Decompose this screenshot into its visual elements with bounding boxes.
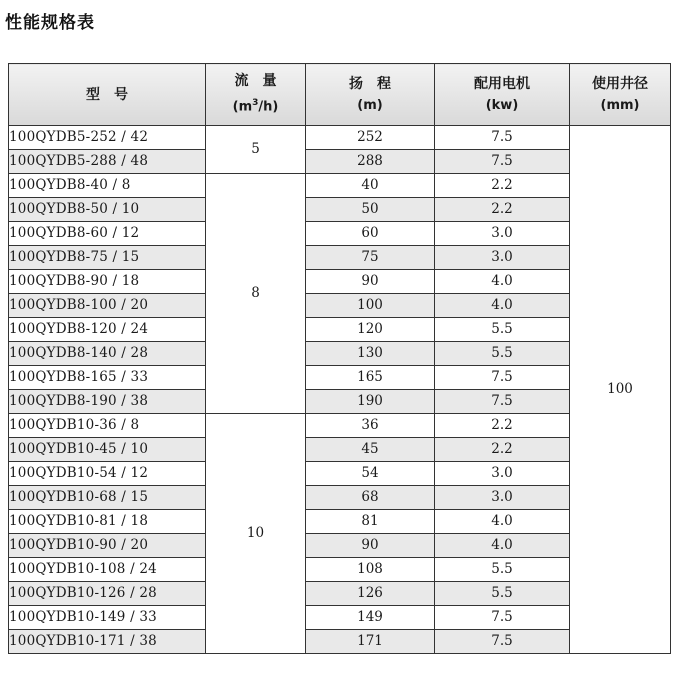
header-model: 型 号 [9,64,206,126]
power-cell: 2.2 [435,414,570,438]
head-cell: 100 [306,294,435,318]
model-cell: 100QYDB10-36 / 8 [9,414,206,438]
power-cell: 2.2 [435,198,570,222]
power-cell: 5.5 [435,558,570,582]
power-cell: 4.0 [435,534,570,558]
power-cell: 3.0 [435,222,570,246]
head-cell: 40 [306,174,435,198]
model-cell: 100QYDB8-165 / 33 [9,366,206,390]
flow-cell: 8 [206,174,306,414]
model-cell: 100QYDB10-90 / 20 [9,534,206,558]
model-cell: 100QYDB8-75 / 15 [9,246,206,270]
power-cell: 5.5 [435,318,570,342]
head-cell: 120 [306,318,435,342]
model-cell: 100QYDB8-90 / 18 [9,270,206,294]
head-cell: 75 [306,246,435,270]
power-cell: 4.0 [435,510,570,534]
power-cell: 7.5 [435,630,570,654]
head-cell: 54 [306,462,435,486]
power-cell: 7.5 [435,390,570,414]
head-cell: 108 [306,558,435,582]
spec-body [9,126,671,654]
model-cell: 100QYDB10-54 / 12 [9,462,206,486]
head-cell: 68 [306,486,435,510]
flow-cell: 10 [206,414,306,654]
model-cell: 100QYDB5-288 / 48 [9,150,206,174]
power-cell: 2.2 [435,438,570,462]
header-well: 使用井径 (mm) [570,64,671,126]
model-cell: 100QYDB10-171 / 38 [9,630,206,654]
model-cell: 100QYDB10-45 / 10 [9,438,206,462]
model-cell: 100QYDB10-68 / 15 [9,486,206,510]
header-flow-unit: $(m^3/h)$ [232,98,279,115]
power-cell: 4.0 [435,270,570,294]
head-cell: 45 [306,438,435,462]
model-cell: 100QYDB5-252 / 42 [9,126,206,150]
header-head: 扬 程 (m) [306,64,435,126]
power-cell: 2.2 [435,174,570,198]
head-cell: 126 [306,582,435,606]
power-cell: 3.0 [435,486,570,510]
head-cell: 288 [306,150,435,174]
model-cell: 100QYDB8-50 / 10 [9,198,206,222]
header-flow: 流 量 $(m^3/h)$ [206,64,306,126]
power-cell: 7.5 [435,606,570,630]
model-cell: 100QYDB8-140 / 28 [9,342,206,366]
head-cell: 130 [306,342,435,366]
model-cell: 100QYDB10-108 / 24 [9,558,206,582]
head-cell: 190 [306,390,435,414]
model-cell: 100QYDB10-81 / 18 [9,510,206,534]
power-cell: 7.5 [435,366,570,390]
spec-table [8,63,671,654]
head-cell: 81 [306,510,435,534]
power-cell: 3.0 [435,462,570,486]
page-title: 性能规格表 [5,13,95,33]
model-cell: 100QYDB10-149 / 33 [9,606,206,630]
power-cell: 5.5 [435,342,570,366]
head-cell: 60 [306,222,435,246]
model-cell: 100QYDB8-60 / 12 [9,222,206,246]
head-cell: 171 [306,630,435,654]
power-cell: 4.0 [435,294,570,318]
head-cell: 90 [306,534,435,558]
model-cell: 100QYDB10-126 / 28 [9,582,206,606]
table-row [9,126,671,150]
header-motor: 配用电机 (kw) [435,64,570,126]
well-diameter-cell: 100 [570,126,671,654]
power-cell: 7.5 [435,150,570,174]
power-cell: 7.5 [435,126,570,150]
head-cell: 165 [306,366,435,390]
power-cell: 3.0 [435,246,570,270]
head-cell: 36 [306,414,435,438]
model-cell: 100QYDB8-120 / 24 [9,318,206,342]
header-row [9,64,671,126]
flow-cell: 5 [206,126,306,174]
head-cell: 50 [306,198,435,222]
power-cell: 5.5 [435,582,570,606]
model-cell: 100QYDB8-100 / 20 [9,294,206,318]
head-cell: 252 [306,126,435,150]
head-cell: 90 [306,270,435,294]
model-cell: 100QYDB8-190 / 38 [9,390,206,414]
model-cell: 100QYDB8-40 / 8 [9,174,206,198]
head-cell: 149 [306,606,435,630]
